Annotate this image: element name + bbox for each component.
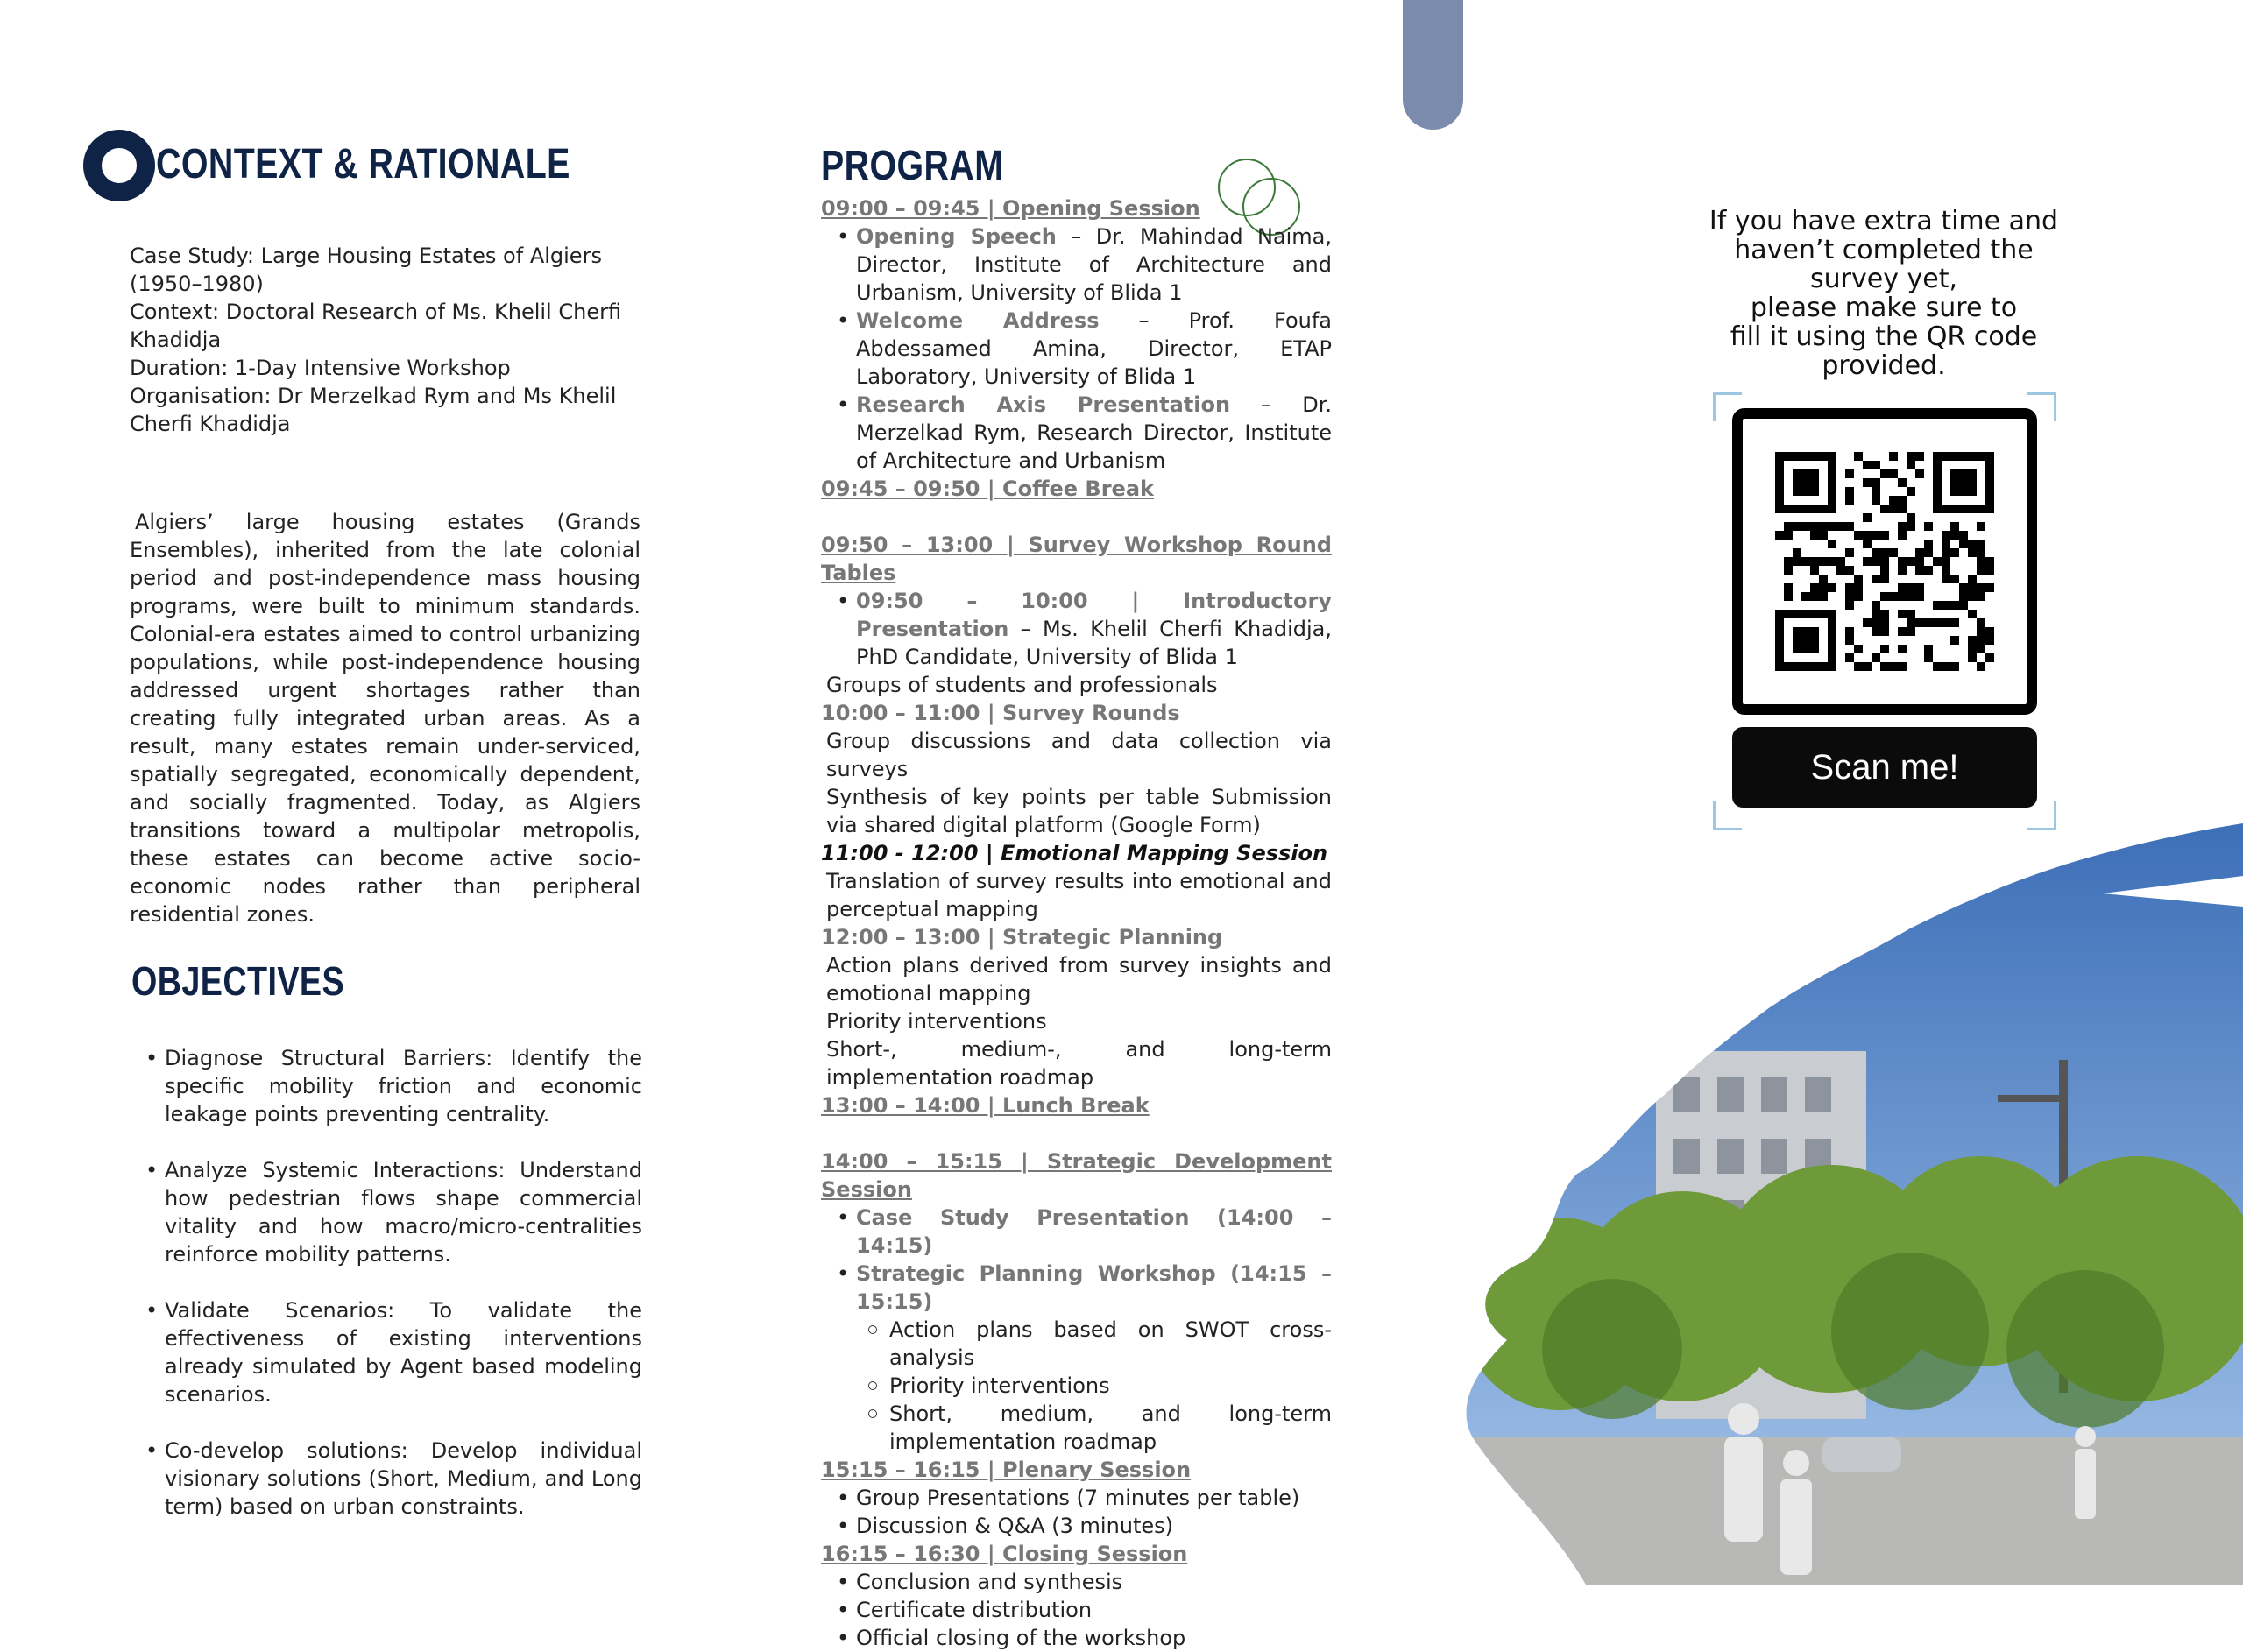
objective-item: • Validate Scenarios: To validate the effectiveness of existing interventions already simulated by Agent based modeling scenarios. (165, 1296, 642, 1408)
rounds-line: Group discussions and data collection via surveys (826, 729, 1332, 781)
context-line: Duration: 1-Day Intensive Workshop (130, 356, 511, 380)
development-session-title: 14:00 – 15:15 | Strategic Development Session (821, 1149, 1332, 1202)
context-line: Case Study: Large Housing Estates of Algiers (1950–1980) (130, 244, 602, 296)
qr-code-icon (1743, 419, 2027, 704)
context-line: Context: Doctoral Research of Ms. Khelil Cherfi Khadidja (130, 300, 622, 352)
objective-item: • Analyze Systemic Interactions: Understand how pedestrian flows shape commercial vitality and how macro/micro-centralities reinforce mobility patterns. (165, 1156, 642, 1268)
plenary-session-title: 15:15 – 16:15 | Plenary Session (821, 1458, 1192, 1482)
survey-session-title: 09:50 – 13:00 | Survey Workshop Round Tables (821, 533, 1332, 585)
context-details (130, 242, 655, 438)
strategic-line: Short-, medium-, and long-term implementation roadmap (826, 1037, 1332, 1090)
ring-bullet-icon (83, 130, 155, 201)
qr-code-card[interactable] (1713, 392, 2056, 830)
workshop-item: • Strategic Planning Workshop (14:15 – 15:15) Action plans based on SWOT cross-analysis Priority interventions Short, medium, and long-term implementation roadmap (856, 1260, 1332, 1456)
intro-item: • 09:50 – 10:00 | Introductory Presentation – Ms. Khelil Cherfi Khadidja, PhD Candidate, University of Blida 1 (856, 587, 1332, 671)
closing-session-title: 16:15 – 16:30 | Closing Session (821, 1542, 1188, 1566)
context-paragraph: Algiers’ large housing estates (Grands Ensembles), inherited from the late colonial period and post-independence mass housing programs, were built to minimum standards. Colonial-era estates aimed to control urbanizing populations, while post-independence housing addressed urgent shortages rather than creating fully integrated urban areas. As a result, many estates remain under-serviced, spatially segregated, economically dependent, and socially fragmented. Today, as Algiers transitions toward a multipolar metropolis, these estates can become active socio-economic nodes rather than peripheral residential zones. (130, 510, 640, 927)
coffee-break: 09:45 – 09:50 | Coffee Break (821, 477, 1154, 501)
rounds-line: Synthesis of key points per table Submission via shared digital platform (Google Form) (826, 785, 1332, 837)
groups-line: Groups of students and professionals (826, 673, 1218, 697)
objective-item: • Co-develop solutions: Develop individual visionary solutions (Short, Medium, and Long term) based on urban constraints. (165, 1437, 642, 1521)
housing-estate-illustration (1454, 823, 2243, 1585)
strategic-planning-title: 12:00 – 13:00 | Strategic Planning (821, 925, 1223, 950)
qr-code[interactable] (1732, 408, 2037, 715)
opening-item: • Opening Speech – Dr. Mahindad Naima, Director, Institute of Architecture and Urbanism, University of Blida 1 (856, 222, 1332, 307)
program-heading: PROGRAM (821, 143, 1004, 189)
plenary-item: • Group Presentations (7 minutes per table) (856, 1484, 1332, 1512)
emotional-line: Translation of survey results into emotional and perceptual mapping (826, 869, 1332, 921)
survey-reminder: If you have extra time and haven’t completed the survey yet, please make sure to fill it using the QR code provided. (1709, 206, 2059, 381)
strategic-line: Priority interventions (826, 1009, 1047, 1034)
objectives-heading: OBJECTIVES (131, 958, 345, 1004)
case-study-item: • Case Study Presentation (14:00 – 14:15) (856, 1204, 1332, 1260)
opening-item: • Welcome Address – Prof. Foufa Abdessamed Amina, Director, ETAP Laboratory, University of Blida 1 (856, 307, 1332, 391)
survey-rounds-title: 10:00 – 11:00 | Survey Rounds (821, 701, 1180, 725)
workshop-subitem: Action plans based on SWOT cross-analysis (889, 1317, 1332, 1370)
emotional-mapping-title: 11:00 - 12:00 | Emotional Mapping Session (821, 841, 1328, 865)
closing-item: • Certificate distribution (856, 1596, 1332, 1624)
program-schedule (821, 194, 1332, 1652)
workshop-subitem: Short, medium, and long-term implementation roadmap (889, 1401, 1332, 1454)
closing-item: • Conclusion and synthesis (856, 1568, 1332, 1596)
workshop-subitem: Priority interventions (889, 1372, 1332, 1400)
context-heading: CONTEXT & RATIONALE (156, 141, 570, 187)
lunch-break: 13:00 – 14:00 | Lunch Break (821, 1093, 1150, 1118)
opening-item: • Research Axis Presentation – Dr. Merzelkad Rym, Research Director, Institute of Architecture and Urbanism (856, 391, 1332, 475)
context-line: Organisation: Dr Merzelkad Rym and Ms Khelil Cherfi Khadidja (130, 384, 617, 436)
scan-me-button[interactable]: Scan me! (1732, 727, 2037, 808)
objective-item: • Diagnose Structural Barriers: Identify the specific mobility friction and economic leakage points preventing centrality. (165, 1044, 642, 1128)
decorative-tab (1403, 0, 1463, 130)
plenary-item: • Discussion & Q&A (3 minutes) (856, 1512, 1332, 1540)
closing-item: • Official closing of the workshop (856, 1624, 1332, 1652)
opening-session-title: 09:00 – 09:45 | Opening Session (821, 196, 1200, 221)
strategic-line: Action plans derived from survey insights and emotional mapping (826, 953, 1332, 1006)
objectives-list (130, 1044, 642, 1549)
